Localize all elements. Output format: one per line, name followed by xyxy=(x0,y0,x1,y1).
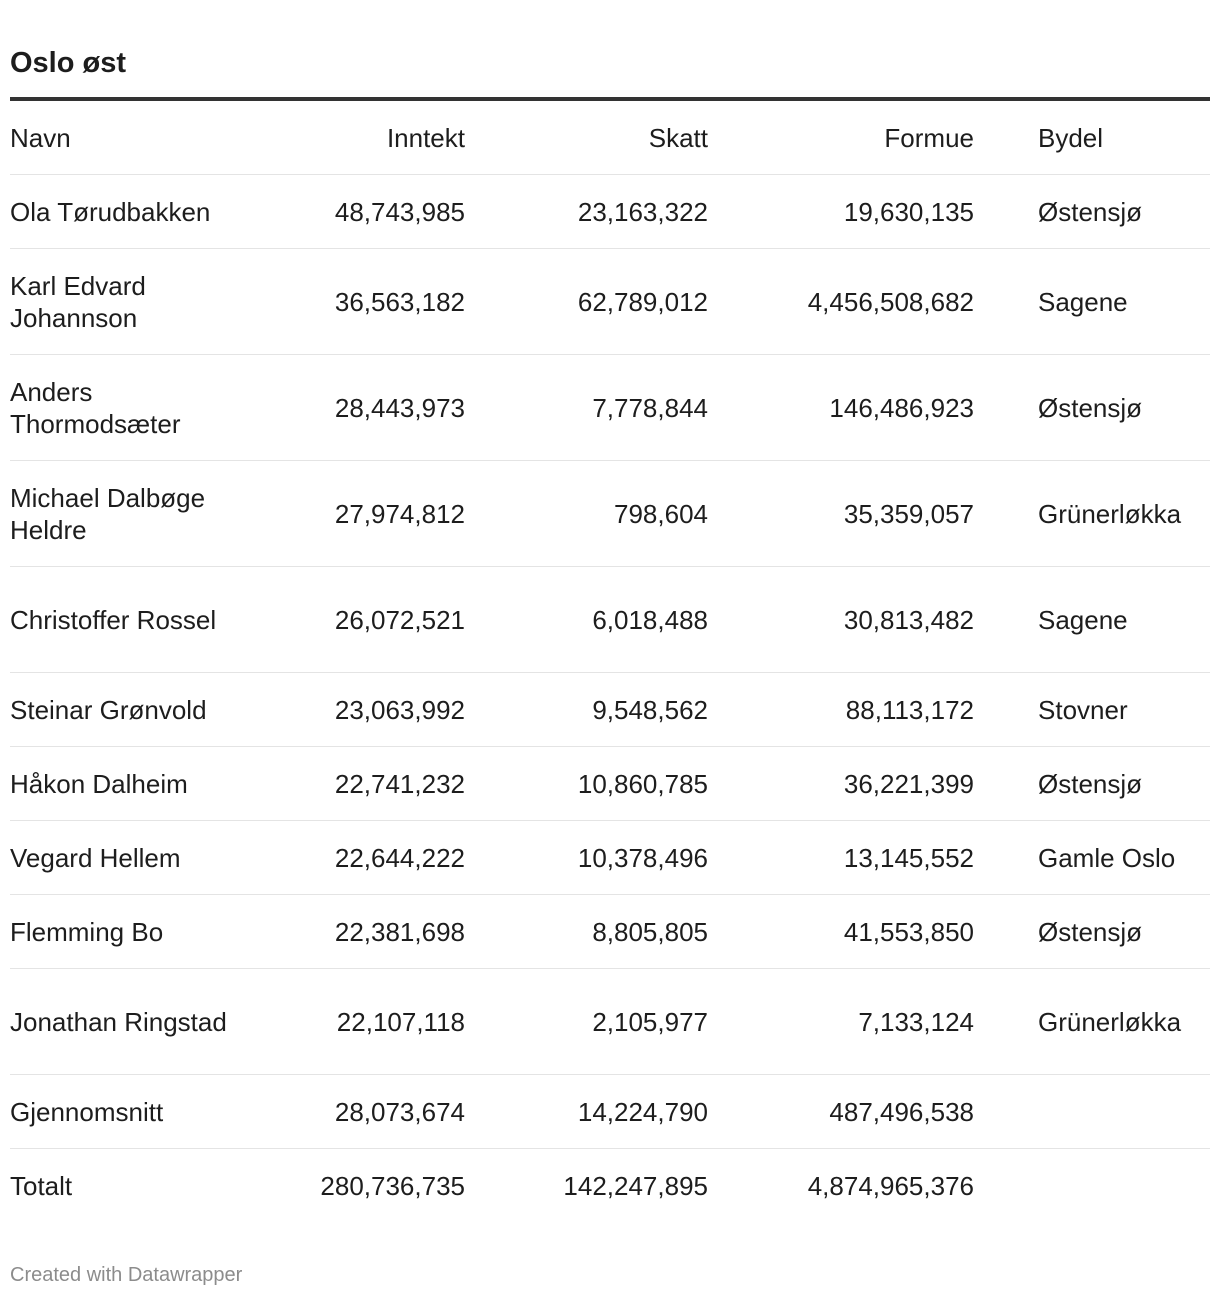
cell-bydel: Østensjø xyxy=(1038,895,1210,969)
cell-inntekt: 28,073,674 xyxy=(240,1075,465,1149)
table-row xyxy=(10,747,1210,821)
cell-bydel: Sagene xyxy=(1038,249,1210,355)
cell-formue: 30,813,482 xyxy=(708,567,974,673)
cell-bydel: Østensjø xyxy=(1038,747,1210,821)
cell-spacer xyxy=(974,673,1038,747)
cell-formue: 35,359,057 xyxy=(708,461,974,567)
cell-spacer xyxy=(974,567,1038,673)
cell-spacer xyxy=(974,175,1038,249)
cell-navn: Vegard Hellem xyxy=(10,842,181,873)
cell-navn: Gjennomsnitt xyxy=(10,1096,164,1127)
cell-spacer xyxy=(974,249,1038,355)
cell-formue: 36,221,399 xyxy=(708,747,974,821)
cell-formue: 146,486,923 xyxy=(708,355,974,461)
cell-inntekt: 28,443,973 xyxy=(240,355,465,461)
cell-formue: 13,145,552 xyxy=(708,821,974,895)
table-row xyxy=(10,249,1210,355)
cell-skatt: 142,247,895 xyxy=(563,1170,708,1201)
cell-skatt: 2,105,977 xyxy=(465,969,708,1075)
column-header-skatt[interactable]: Skatt xyxy=(465,101,708,175)
cell-spacer xyxy=(974,895,1038,969)
cell-inntekt: 23,063,992 xyxy=(240,673,465,747)
column-spacer xyxy=(974,101,1038,175)
footer-credit[interactable]: Created with Datawrapper xyxy=(10,1264,243,1286)
summary-row-total xyxy=(10,1149,1210,1223)
cell-skatt: 14,224,790 xyxy=(465,1075,708,1149)
cell-formue: 88,113,172 xyxy=(708,673,974,747)
cell-skatt: 6,018,488 xyxy=(465,567,708,673)
cell-spacer xyxy=(974,461,1038,567)
cell-navn: Totalt xyxy=(10,1170,73,1201)
cell-formue: 7,133,124 xyxy=(708,969,974,1075)
cell-navn: Michael Dalbøge Heldre xyxy=(10,482,206,545)
cell-skatt: 62,789,012 xyxy=(465,249,708,355)
table-row xyxy=(10,461,1210,567)
table-row xyxy=(10,895,1210,969)
cell-inntekt: 22,107,118 xyxy=(240,969,465,1075)
cell-skatt: 10,378,496 xyxy=(465,821,708,895)
cell-bydel: Stovner xyxy=(1038,673,1210,747)
cell-inntekt: 48,743,985 xyxy=(240,175,465,249)
cell-spacer xyxy=(974,969,1038,1075)
cell-skatt: 8,805,805 xyxy=(465,895,708,969)
cell-navn: Anders Thormodsæter xyxy=(10,376,181,439)
cell-skatt: 9,548,562 xyxy=(465,673,708,747)
cell-navn: Ola Tørudbakken xyxy=(10,196,211,227)
cell-spacer xyxy=(974,1149,1038,1223)
cell-bydel: Gamle Oslo xyxy=(1038,821,1210,895)
table-title: Oslo øst xyxy=(10,47,127,79)
cell-spacer xyxy=(974,355,1038,461)
cell-inntekt: 22,644,222 xyxy=(240,821,465,895)
cell-bydel: Østensjø xyxy=(1038,355,1210,461)
cell-navn: Jonathan Ringstad xyxy=(10,1006,227,1037)
column-header-bydel[interactable]: Bydel xyxy=(1038,101,1210,175)
cell-formue: 4,456,508,682 xyxy=(708,249,974,355)
cell-skatt: 23,163,322 xyxy=(465,175,708,249)
header-row xyxy=(10,101,1210,175)
column-header-inntekt[interactable]: Inntekt xyxy=(240,101,465,175)
cell-bydel: Grünerløkka xyxy=(1038,969,1210,1075)
summary-row-average xyxy=(10,1075,1210,1149)
cell-formue: 19,630,135 xyxy=(708,175,974,249)
cell-navn: Steinar Grønvold xyxy=(10,694,207,725)
cell-navn: Flemming Bo xyxy=(10,916,164,947)
table-row xyxy=(10,355,1210,461)
cell-formue: 41,553,850 xyxy=(708,895,974,969)
cell-formue: 487,496,538 xyxy=(708,1075,974,1149)
cell-spacer xyxy=(974,747,1038,821)
cell-skatt: 7,778,844 xyxy=(465,355,708,461)
column-header-formue[interactable]: Formue xyxy=(708,101,974,175)
cell-navn: Christoffer Rossel xyxy=(10,604,217,635)
table-row xyxy=(10,673,1210,747)
cell-skatt: 798,604 xyxy=(465,461,708,567)
cell-inntekt: 36,563,182 xyxy=(240,249,465,355)
cell-bydel: Sagene xyxy=(1038,567,1210,673)
data-table xyxy=(10,101,1210,1222)
cell-bydel: Grünerløkka xyxy=(1038,461,1210,567)
cell-bydel xyxy=(1038,1149,1210,1223)
table-row xyxy=(10,175,1210,249)
cell-inntekt: 22,381,698 xyxy=(240,895,465,969)
cell-skatt: 10,860,785 xyxy=(465,747,708,821)
cell-inntekt: 280,736,735 xyxy=(320,1170,465,1201)
cell-inntekt: 27,974,812 xyxy=(240,461,465,567)
table-row xyxy=(10,567,1210,673)
cell-spacer xyxy=(974,1075,1038,1149)
table-row xyxy=(10,969,1210,1075)
cell-bydel: Østensjø xyxy=(1038,175,1210,249)
cell-spacer xyxy=(974,821,1038,895)
cell-inntekt: 26,072,521 xyxy=(240,567,465,673)
column-header-navn[interactable]: Navn xyxy=(10,101,240,175)
table-row xyxy=(10,821,1210,895)
cell-inntekt: 22,741,232 xyxy=(240,747,465,821)
cell-bydel xyxy=(1038,1075,1210,1149)
cell-navn: Karl Edvard Johannson xyxy=(10,270,146,333)
cell-navn: Håkon Dalheim xyxy=(10,768,188,799)
cell-formue: 4,874,965,376 xyxy=(807,1170,974,1201)
